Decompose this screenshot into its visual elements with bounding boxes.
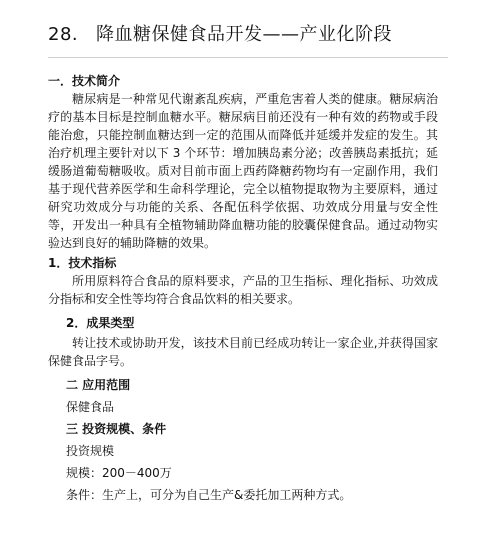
document-body (48, 72, 438, 504)
intro-paragraph: 糖尿病是一种常见代谢紊乱疾病，严重危害着人类的健康。糖尿病治疗的基本目标是控制血糖水平。糖尿病目前还没有一种有效的药物或手段能治愈，只能控制血糖达到一定的范围从而降低并延缓并发症的发生。其治疗机理主要针对以下 3 个环节：增加胰岛素分泌；改善胰岛素抵抗；延缓肠道葡萄糖吸收。质对目前市面上西药降糖药物均有一定副作用，我们基于现代营养医学和生命科学理论，完全以植物提取物为主要原料，通过研究功效成分与功能的关系、各配伍科学依据、功效成分用量与安全性等，开发出一种具有全植物辅助降血糖功能的胶囊保健食品。通过动物实验达到良好的辅助降糖的效果。 (48, 92, 438, 250)
scale-text: 规模：200－400万 (66, 466, 172, 480)
tech-heading: 1．技术指标 (48, 256, 117, 270)
invest-label: 投资规模 (66, 444, 115, 458)
result-paragraph: 转让技术或协助开发，该技术目前已经成功转让一家企业,并获得国家保健食品字号。 (48, 336, 438, 368)
condition-text: 条件：生产上，可分为自己生产&委托加工两种方式。 (66, 488, 352, 502)
document-title (48, 20, 392, 50)
invest-heading: 三 投资规模、条件 (66, 422, 167, 436)
result-heading: 2．成果类型 (66, 316, 135, 330)
section-number: 28. (48, 24, 79, 45)
scope-heading: 二 应用范围 (66, 378, 131, 392)
intro-heading: 一．技术简介 (48, 74, 121, 88)
scope-text: 保健食品 (66, 400, 115, 414)
tech-paragraph: 所用原料符合食品的原料要求，产品的卫生指标、理化指标、功效成分指标和安全性等均符合食品饮料的相关要求。 (48, 274, 438, 306)
title-text: 降血糖保健食品开发——产业化阶段 (96, 24, 392, 45)
title-divider (48, 57, 448, 58)
